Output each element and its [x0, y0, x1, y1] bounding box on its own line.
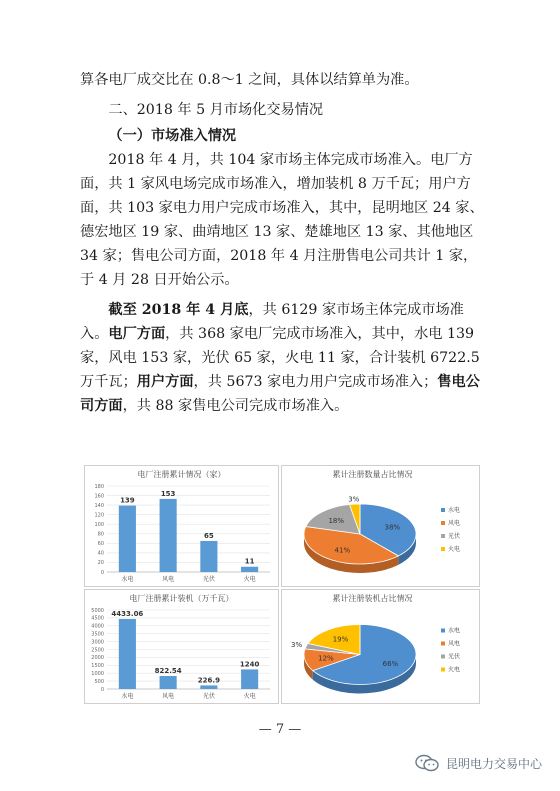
bar [160, 499, 177, 572]
bar-chart-plant-capacity [85, 590, 278, 703]
legend-swatch [441, 642, 445, 646]
pie-data-label: 3% [290, 641, 303, 650]
legend-label: 火电 [448, 666, 461, 674]
retail-lead: 售电公司方面 [80, 374, 480, 414]
y-tick-label: 2000 [91, 655, 104, 662]
category-label: 光伏 [202, 576, 215, 583]
legend-label: 风电 [448, 640, 461, 648]
chart-plant-capacity [84, 589, 279, 704]
data-label: 226.9 [197, 676, 220, 685]
y-tick-label: 0 [100, 686, 104, 693]
legend-swatch [441, 508, 445, 512]
legend-swatch [441, 534, 445, 538]
legend-label: 光伏 [448, 653, 461, 661]
bar [200, 541, 217, 572]
pie-data-label: 38% [384, 523, 401, 532]
legend-label: 风电 [448, 520, 461, 527]
y-tick-label: 60 [97, 541, 104, 548]
body-text [80, 68, 490, 418]
subsection-heading: （一）市场准入情况 [108, 128, 237, 144]
y-tick-label: 1000 [91, 671, 104, 677]
paragraph-cumulative [80, 298, 490, 418]
pie-data-label: 12% [318, 654, 334, 663]
y-tick-label: 20 [97, 560, 104, 567]
chart-plant-count-share [281, 465, 480, 587]
pie-chart-plant-capacity-share [282, 590, 479, 703]
legend-swatch [441, 668, 445, 672]
plants-lead: 电厂方面 [108, 326, 166, 342]
retail-detail: ，共 88 家售电公司完成市场准入。 [122, 398, 349, 414]
y-tick-label: 80 [97, 531, 104, 538]
y-tick-label: 4000 [91, 623, 104, 630]
y-tick-label: 2500 [91, 647, 104, 654]
legend-label: 水电 [448, 507, 461, 514]
category-label: 光伏 [202, 693, 215, 700]
cumulative-lead: 截至 2018 年 4 月底 [108, 302, 249, 318]
cumulative-total: ，共 6129 家市场主体完成市场准入。 [80, 302, 464, 342]
pie-data-label: 3% [348, 495, 360, 504]
y-tick-label: 5000 [91, 607, 104, 614]
pie-data-label: 41% [334, 546, 351, 555]
y-tick-label: 3000 [91, 639, 104, 646]
chart-plant-count [84, 465, 279, 587]
data-label: 822.54 [154, 667, 182, 676]
legend-swatch [441, 629, 445, 633]
legend-label: 火电 [448, 546, 461, 553]
plants-detail: ，共 368 家电厂完成市场准入，其中，水电 139 家，风电 153 家，光伏 65 家，火电 11 家，合计装机 6722.5 万千瓦； [80, 326, 480, 390]
category-label: 水电 [121, 693, 134, 700]
section-heading: 二、2018 年 5 月市场化交易情况 [108, 102, 324, 118]
category-label: 水电 [121, 576, 134, 583]
legend-label: 光伏 [448, 533, 461, 540]
chart-plant-capacity-share [281, 589, 480, 704]
bar [119, 506, 136, 572]
paragraph-april: 2018 年 4 月，共 104 家市场主体完成市场准入。电厂方面，共 1 家风电场完成市场准入，增加装机 8 万千瓦；用户方面，共 103 家电力用户完成市场准入，其中，昆明地区 24 家、德宏地区 19 家、曲靖地区 13 家、楚雄地区 13 家、其他地区 34 家；售电公司方面，2018 年 4 月注册售电公司共计 1 家，于 4 月 28 日开始公示。 [80, 152, 484, 288]
legend-swatch [441, 521, 445, 525]
y-tick-label: 160 [94, 493, 104, 500]
bar [160, 676, 177, 689]
watermark-text: 昆明电力交易中心 [445, 756, 542, 771]
y-tick-label: 40 [97, 550, 104, 557]
category-label: 风电 [162, 576, 175, 583]
page-number: — 7 — [258, 722, 302, 737]
chart-title: 累计注册装机占比情况 [332, 594, 413, 603]
y-tick-label: 3500 [91, 631, 104, 638]
category-label: 火电 [243, 693, 256, 700]
bar [241, 669, 258, 689]
bar [119, 619, 136, 689]
bar [241, 567, 258, 572]
pie-chart-plant-count-share [282, 466, 479, 586]
y-tick-label: 140 [94, 502, 104, 509]
watermark [414, 754, 542, 772]
legend-label: 水电 [448, 627, 461, 635]
data-label: 1240 [239, 660, 260, 669]
pie-data-label: 19% [332, 635, 349, 644]
data-label: 139 [120, 496, 135, 505]
data-label: 11 [244, 557, 255, 566]
y-tick-label: 120 [94, 512, 104, 519]
data-label: 4433.06 [111, 609, 144, 618]
paragraph-continuation: 算各电厂成交比在 0.8～1 之间，具体以结算单为准。 [80, 72, 419, 88]
y-tick-label: 0 [100, 569, 104, 576]
pie-data-label: 66% [382, 659, 399, 668]
legend-swatch [441, 547, 445, 551]
data-label: 153 [160, 489, 176, 498]
users-detail: ，共 5673 家电力用户完成市场准入； [193, 374, 438, 390]
bar-chart-plant-count [85, 466, 278, 586]
y-tick-label: 180 [94, 483, 104, 490]
users-lead: 用户方面 [136, 374, 194, 390]
data-label: 65 [204, 531, 214, 540]
legend-swatch [441, 655, 445, 659]
chart-title: 电厂注册累计情况（家） [137, 470, 226, 479]
y-tick-label: 100 [94, 522, 104, 529]
y-tick-label: 1500 [91, 663, 104, 670]
chart-title: 电厂注册累计装机（万千瓦） [129, 594, 234, 603]
category-label: 火电 [243, 576, 256, 583]
pie-data-label: 18% [328, 516, 345, 525]
y-tick-label: 500 [94, 678, 104, 685]
bar [200, 685, 217, 689]
category-label: 风电 [162, 693, 175, 700]
chart-title: 累计注册数量占比情况 [332, 470, 413, 479]
wechat-icon [414, 754, 440, 772]
y-tick-label: 4500 [91, 615, 104, 622]
